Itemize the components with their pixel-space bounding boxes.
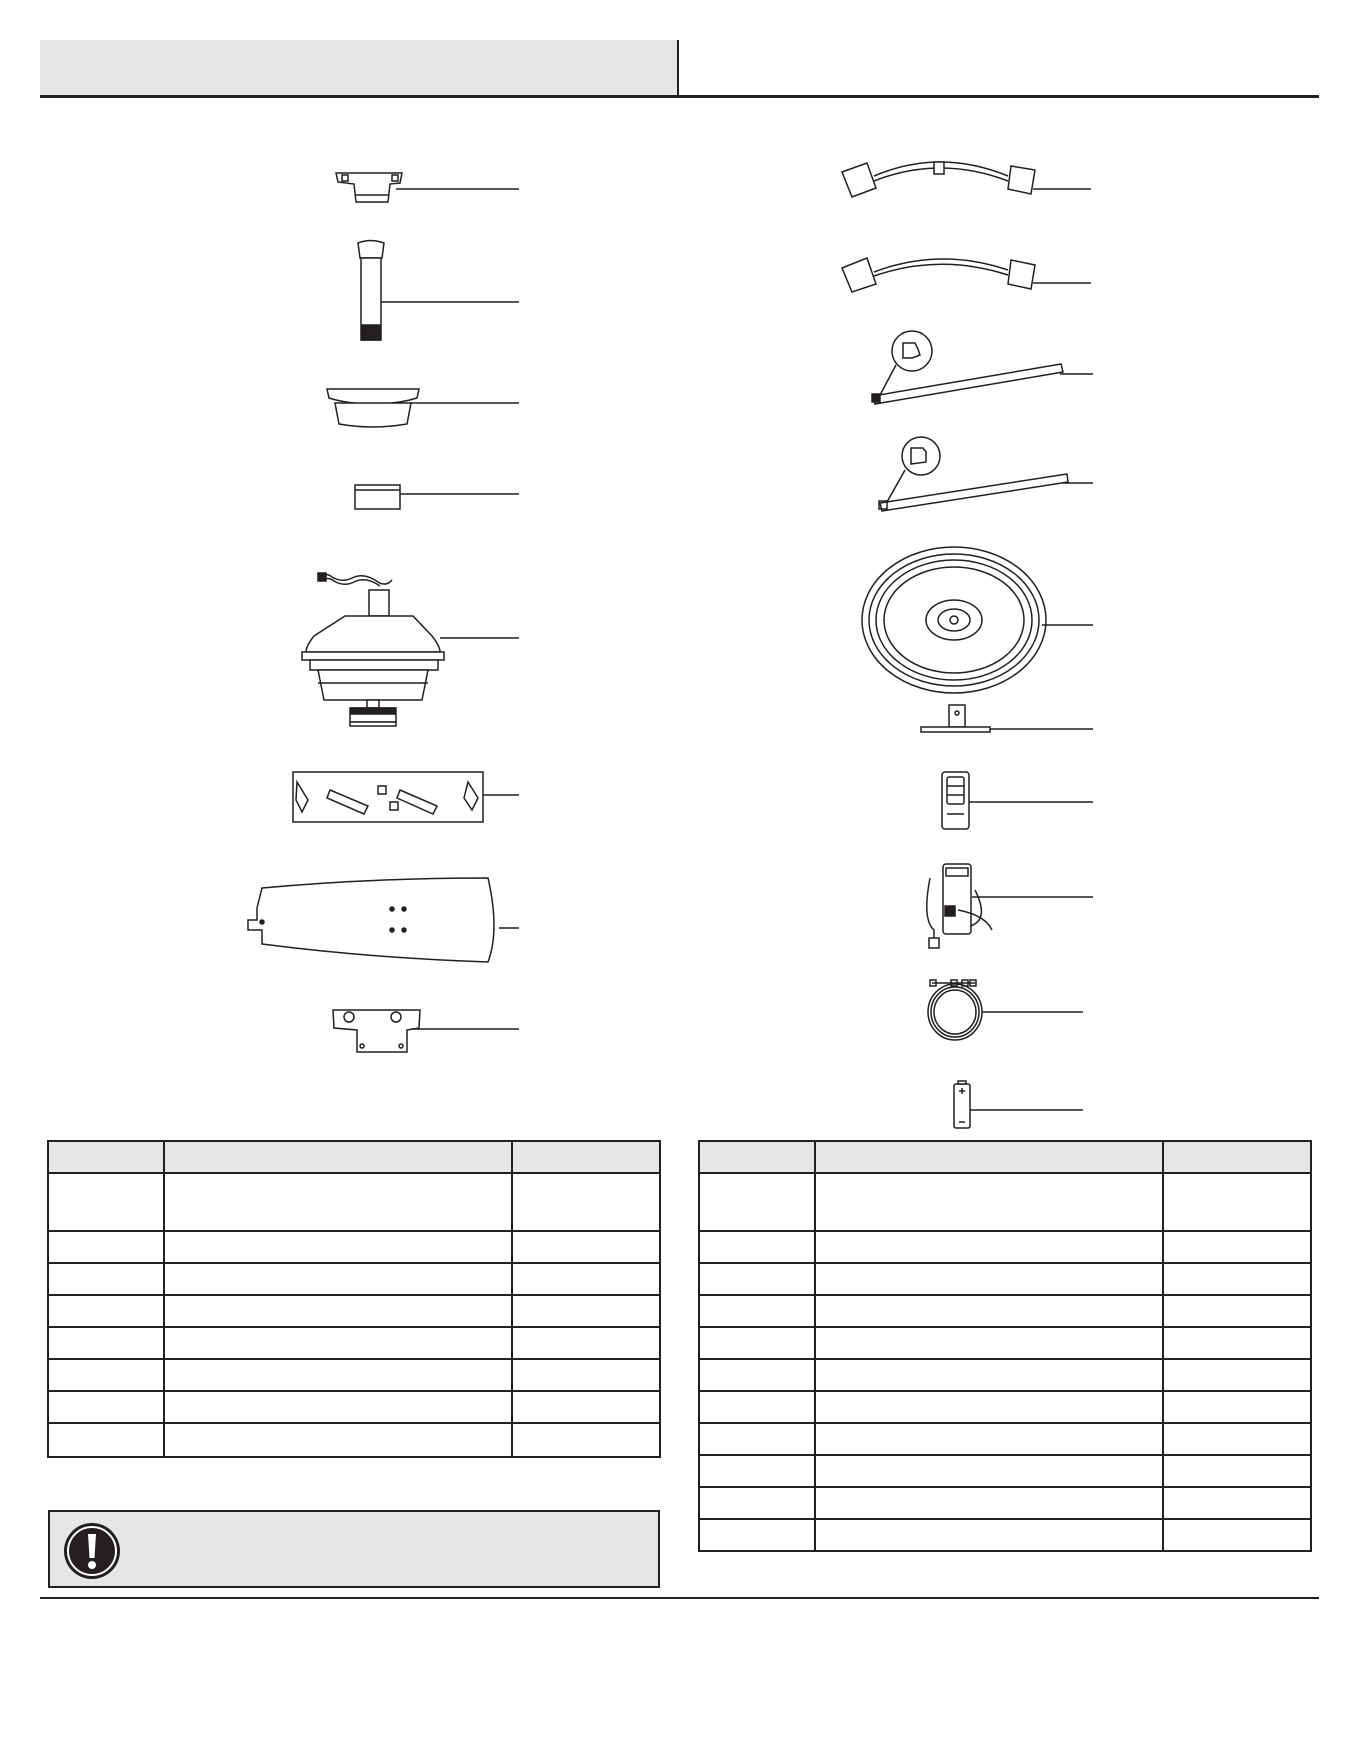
curved-arm-illustration-1 (842, 162, 1091, 197)
table-row (699, 1295, 1311, 1327)
warning-notice (48, 1510, 660, 1588)
wire-coil-illustration (928, 980, 1083, 1040)
table-row (699, 1423, 1311, 1455)
table-header-row (48, 1141, 660, 1173)
column-header-quantity (512, 1141, 660, 1173)
table-row (48, 1423, 660, 1457)
table-row (699, 1173, 1311, 1231)
table-row (48, 1391, 660, 1423)
part-cell (699, 1359, 815, 1391)
mounting-bracket-illustration (336, 173, 519, 202)
support-rod-illustration-2 (879, 437, 1093, 511)
part-cell (699, 1519, 815, 1551)
part-cell (48, 1359, 164, 1391)
battery-illustration (954, 1081, 1083, 1128)
description-cell (164, 1263, 512, 1295)
table-row (699, 1487, 1311, 1519)
quantity-cell (1163, 1487, 1311, 1519)
receiver-illustration (927, 864, 1093, 948)
table-row (48, 1359, 660, 1391)
exclamation-icon (62, 1521, 122, 1581)
curved-arm-illustration-2 (842, 258, 1091, 292)
table-row (699, 1455, 1311, 1487)
quantity-cell (512, 1327, 660, 1359)
blade-iron-set-illustration (293, 772, 519, 822)
canopy-illustration (327, 389, 519, 427)
small-block-illustration (355, 485, 519, 509)
part-cell (699, 1327, 815, 1359)
light-shade-illustration (862, 547, 1093, 693)
description-cell (164, 1391, 512, 1423)
table-row (48, 1295, 660, 1327)
part-cell (699, 1423, 815, 1455)
description-cell (815, 1263, 1163, 1295)
part-cell (48, 1295, 164, 1327)
quantity-cell (1163, 1263, 1311, 1295)
description-cell (164, 1327, 512, 1359)
part-cell (48, 1391, 164, 1423)
quantity-cell (512, 1423, 660, 1457)
column-header-quantity (1163, 1141, 1311, 1173)
part-cell (699, 1391, 815, 1423)
switch-plate-illustration (333, 1010, 519, 1052)
table-row (48, 1263, 660, 1295)
table-row (699, 1359, 1311, 1391)
description-cell (164, 1231, 512, 1263)
description-cell (815, 1391, 1163, 1423)
footer-rule (40, 1597, 1319, 1599)
table-row (48, 1327, 660, 1359)
table-row (699, 1327, 1311, 1359)
downrod-illustration (358, 241, 519, 341)
table-row (699, 1519, 1311, 1551)
part-cell (48, 1423, 164, 1457)
quantity-cell (1163, 1295, 1311, 1327)
description-cell (815, 1295, 1163, 1327)
parts-table-right (698, 1140, 1312, 1552)
description-cell (164, 1173, 512, 1231)
quantity-cell (1163, 1519, 1311, 1551)
remote-control-illustration (942, 772, 1093, 829)
quantity-cell (512, 1263, 660, 1295)
description-cell (815, 1423, 1163, 1455)
motor-assembly-illustration (302, 573, 519, 726)
quantity-cell (512, 1231, 660, 1263)
column-header-description (815, 1141, 1163, 1173)
description-cell (815, 1519, 1163, 1551)
quantity-cell (1163, 1391, 1311, 1423)
part-cell (699, 1487, 815, 1519)
part-cell (48, 1263, 164, 1295)
description-cell (164, 1295, 512, 1327)
quantity-cell (1163, 1327, 1311, 1359)
quantity-cell (512, 1173, 660, 1231)
description-cell (164, 1359, 512, 1391)
part-cell (699, 1295, 815, 1327)
description-cell (815, 1231, 1163, 1263)
quantity-cell (1163, 1173, 1311, 1231)
part-cell (699, 1231, 815, 1263)
table-row (48, 1231, 660, 1263)
part-cell (699, 1263, 815, 1295)
description-cell (815, 1327, 1163, 1359)
description-cell (815, 1455, 1163, 1487)
part-cell (48, 1231, 164, 1263)
quantity-cell (512, 1391, 660, 1423)
table-row (699, 1263, 1311, 1295)
description-cell (815, 1487, 1163, 1519)
quantity-cell (1163, 1423, 1311, 1455)
part-cell (48, 1327, 164, 1359)
description-cell (164, 1423, 512, 1457)
table-row (699, 1231, 1311, 1263)
table-header-row (699, 1141, 1311, 1173)
quantity-cell (1163, 1359, 1311, 1391)
part-cell (699, 1455, 815, 1487)
description-cell (815, 1173, 1163, 1231)
fan-blade-illustration (248, 878, 519, 962)
table-row (48, 1173, 660, 1231)
part-cell (48, 1173, 164, 1231)
quantity-cell (1163, 1231, 1311, 1263)
column-header-part (699, 1141, 815, 1173)
column-header-description (164, 1141, 512, 1173)
table-row (699, 1391, 1311, 1423)
hanger-bracket-illustration (921, 705, 1093, 732)
quantity-cell (1163, 1455, 1311, 1487)
quantity-cell (512, 1295, 660, 1327)
support-rod-illustration-1 (872, 331, 1093, 404)
column-header-part (48, 1141, 164, 1173)
description-cell (815, 1359, 1163, 1391)
part-cell (699, 1173, 815, 1231)
quantity-cell (512, 1359, 660, 1391)
parts-table-left (47, 1140, 661, 1458)
